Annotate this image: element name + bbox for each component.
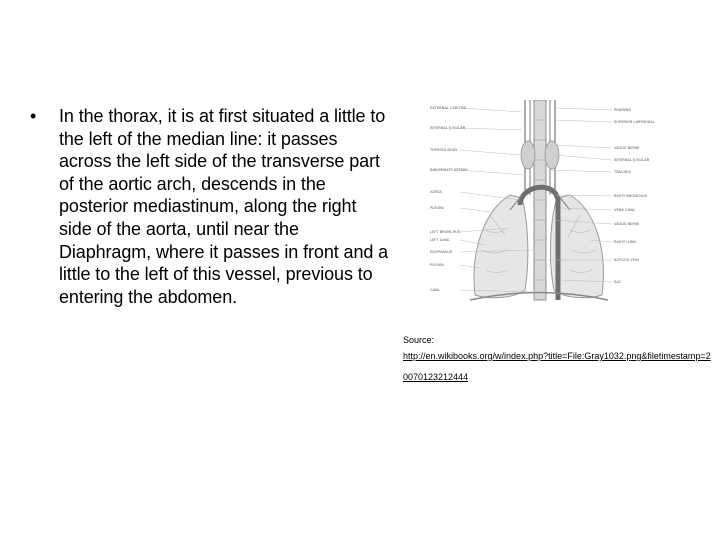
caption-left-2: THYROID BODY xyxy=(430,148,458,152)
caption-left-5: PLEURA xyxy=(430,206,444,210)
caption-left-9: PLEURA xyxy=(430,263,444,267)
caption-right-2: VAGUS NERVE xyxy=(614,146,640,150)
caption-left-8: ESOPHAGUS xyxy=(430,250,453,254)
caption-right-7: VAGUS NERVE xyxy=(614,222,640,226)
bullet-marker: • xyxy=(30,106,37,126)
caption-left-1: INTERNAL JUGULAR xyxy=(430,126,466,130)
caption-left-10: CAVA xyxy=(430,288,440,292)
left-lung-shape xyxy=(474,195,528,298)
caption-left-7: LEFT LUNG xyxy=(430,238,450,242)
caption-right-3: INTERNAL JUGULAR xyxy=(614,158,650,162)
caption-right-6: VENA CAVA xyxy=(614,208,635,212)
bullet-text: In the thorax, it is at first situated a little to the left of the median line: it passes across the left side of the transverse part of the aortic arch, descends in the posterior mediastinum, along the right side of the aorta, until near the Diaphragm, where it passes in front and a little to the left of this vessel, previous to entering the abdomen. xyxy=(59,106,389,307)
caption-right-5: RIGHT BRONCHUS xyxy=(614,194,647,198)
anatomy-illustration xyxy=(430,100,698,320)
esophagus-thorax-diagram xyxy=(430,100,698,320)
caption-right-10: SAC xyxy=(614,280,622,284)
source-label: Source: xyxy=(403,335,435,345)
caption-right-1: SUPERIOR LARYNGEAL xyxy=(614,120,655,124)
caption-right-4: TRACHEA xyxy=(614,170,631,174)
caption-right-8: RIGHT LUNG xyxy=(614,240,637,244)
caption-left-3: INNOMINATE ARTERY xyxy=(430,168,468,172)
caption-right-0: PHARYNX xyxy=(614,108,631,112)
caption-left-4: AORTA xyxy=(430,190,442,194)
source-link[interactable]: http://en.wikibooks.org/w/index.php?title=File:Gray1032.png&filetimestamp=20070123212444 xyxy=(403,351,711,382)
caption-left-6: LEFT BRONCHUS xyxy=(430,230,461,234)
caption-right-9: AZYGOS VEIN xyxy=(614,258,639,262)
caption-left-0: EXTERNAL CAROTID xyxy=(430,106,467,110)
